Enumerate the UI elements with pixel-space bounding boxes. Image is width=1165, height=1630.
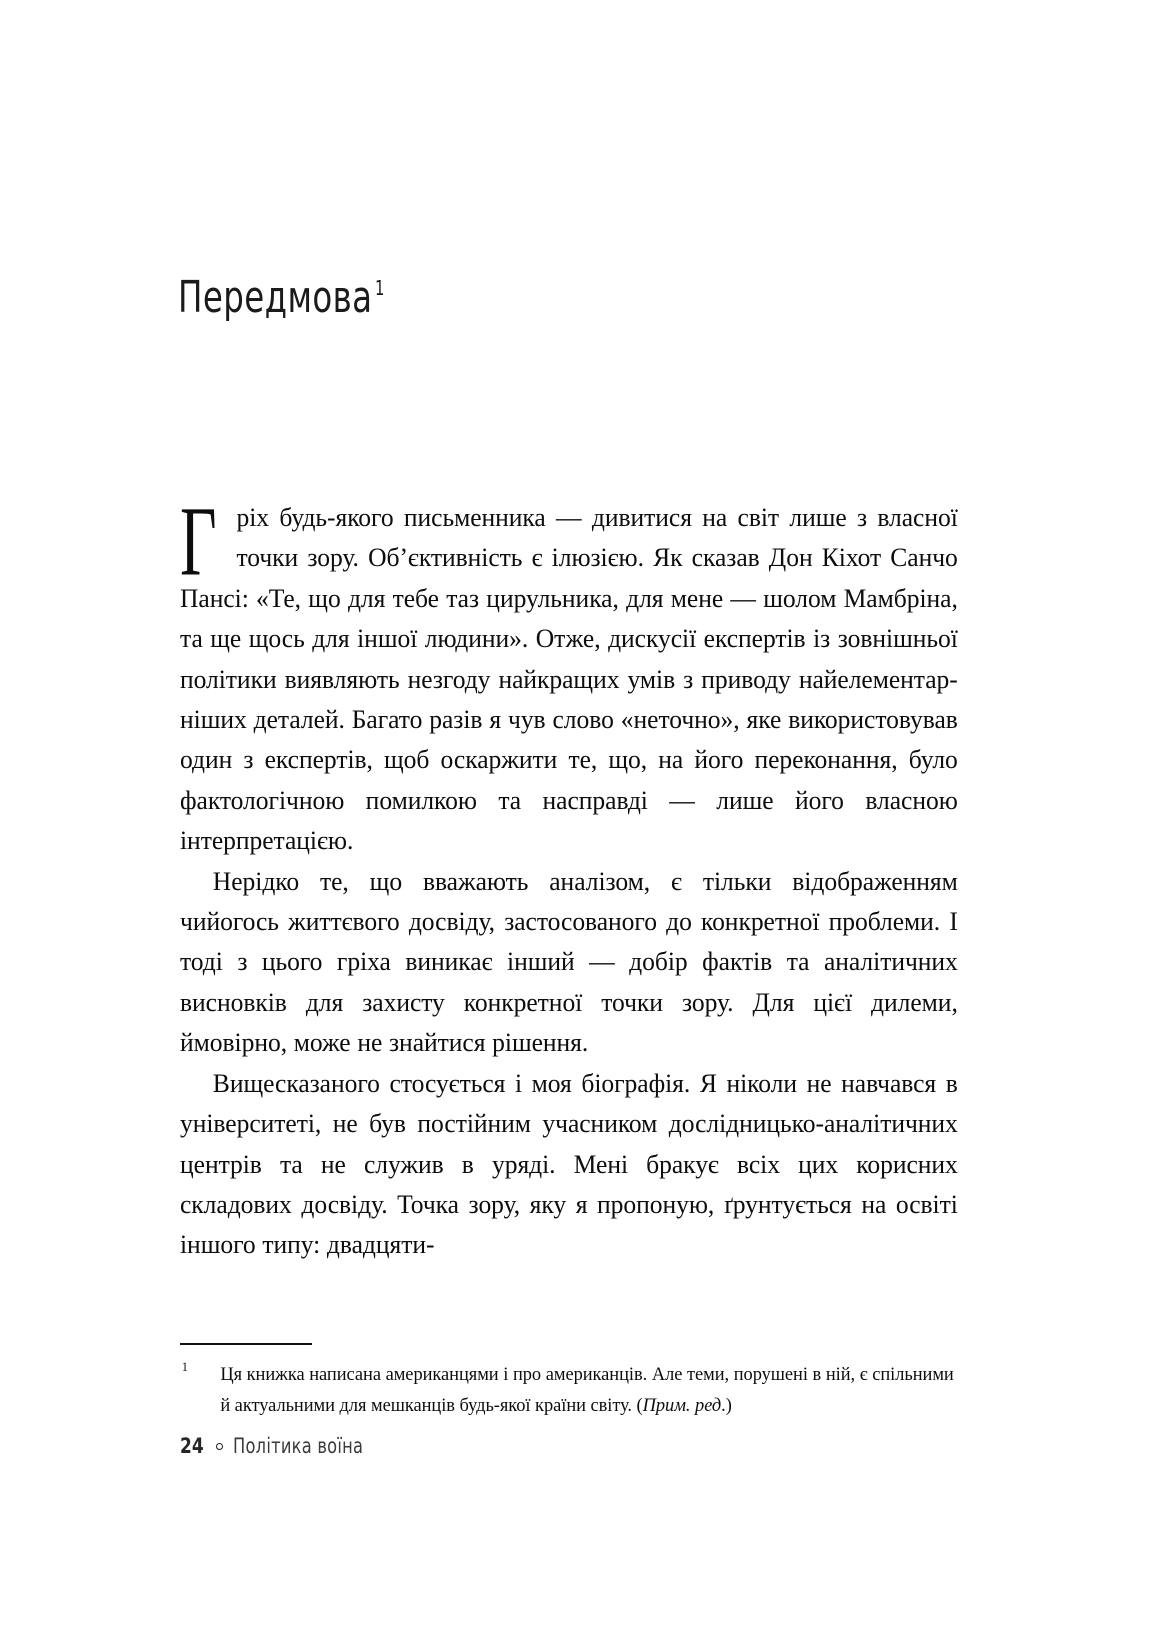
paragraph-3	[180, 1063, 958, 1265]
footnote-text-before-italic: Ця книжка написана американцями і про американців. Але теми, порушені в ній, є спільними й актуальними для мешканців будь-якої країни світу. (	[220, 1364, 954, 1416]
footnote-body	[180, 1359, 954, 1421]
book-title: Політика воїна	[233, 1434, 364, 1458]
running-footer	[180, 1434, 385, 1458]
paragraph-1	[180, 487, 958, 861]
small-circle-icon	[216, 1443, 223, 1450]
footnote	[180, 1359, 954, 1421]
paragraph-2	[180, 861, 958, 1063]
footnote-separator-rule	[180, 1343, 312, 1345]
paragraph-1-text: ріх будь-якого письменника — дивитися на світ лише з власної точки зору. Об’єктивність є ілюзією. Як сказав Дон Кіхот Санчо Пансі: «Те, що для тебе таз цирульника, для мене — шолом Мамбріна, та ще щось для іншої людини». Отже, дискусії експертів із зовнішньої політики виявляють незгоду найкращих умів з приводу найелементарніших деталей. Багато разів я чув слово «неточно», яке використовував один з експертів, щоб оскаржити те, що, на його переконання, було фактологічною помилкою та насправді — лише його власною інтерпретацією.	[180, 502, 958, 856]
body-text-block	[180, 487, 986, 1265]
page-number: 24	[180, 1434, 204, 1458]
footnote-marker: 1	[181, 1360, 188, 1374]
footnote-text-after-italic: .)	[721, 1395, 732, 1416]
paragraph-2-text: Нерідко те, що вважають аналізом, є тільки відображенням чийогось життєвого досвіду, застосованого до конкретної проблеми. І тоді з цього гріха виникає інший — добір фактів та аналітичних висновків для захисту конкретної точки зору. Для цієї дилеми, ймовірно, може не знайтися рішення.	[180, 865, 958, 1058]
paragraph-3-text: Вищесказаного стосується і моя біографія. Я ніколи не навчався в університеті, не був постійним учасником дослідницько-аналітичних центрів та не служив в уряді. Мені бракує всіх цих корисних складових досвіду. Точка зору, яку я пропоную, ґрунтується на освіті іншого типу: двадцяти-	[180, 1067, 958, 1260]
page-title	[178, 272, 385, 324]
chapter-title-text: Передмова	[178, 272, 373, 324]
chapter-title-footnote-marker: 1	[374, 275, 385, 300]
drop-cap-letter: Г	[180, 487, 217, 598]
footnote-italic-text: Прим. ред	[642, 1395, 722, 1416]
